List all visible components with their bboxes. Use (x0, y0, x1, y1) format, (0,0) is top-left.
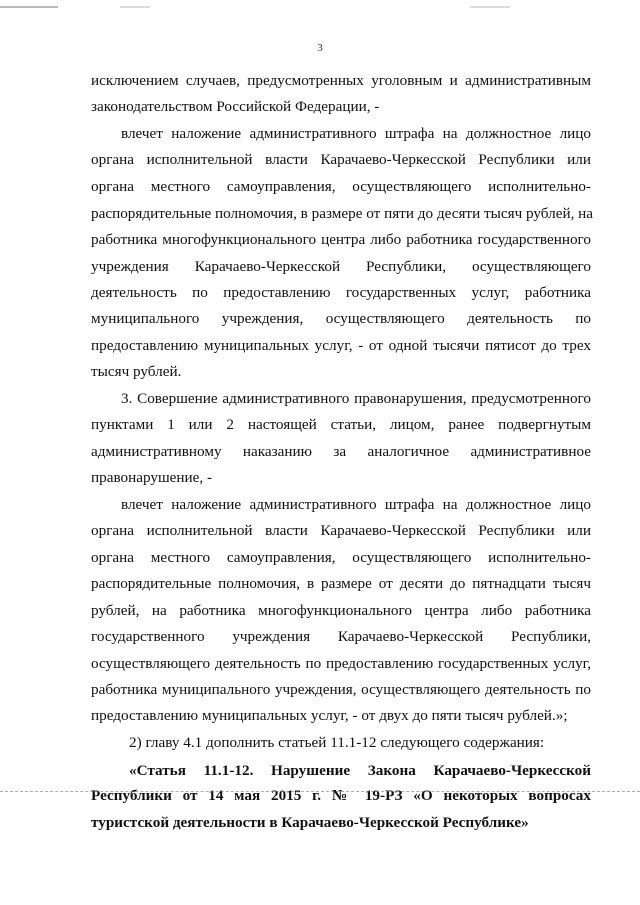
text-line: правонарушение, - (91, 469, 213, 486)
text-line: распорядительные полномочия, в размере от пяти до десяти тысяч рублей, на (91, 205, 594, 222)
article-title-line: «Статья 11.1-12. Нарушение Закона Карачаево-Черкесской (129, 762, 591, 779)
text-line: 2) главу 4.1 дополнить статьей 11.1-12 следующего содержания: (129, 734, 545, 751)
text-line: влечет наложение административного штрафа на должностное лицо (121, 496, 591, 513)
article-title-line: туристской деятельности в Карачаево-Черкесской Республике» (91, 814, 529, 831)
text-line: государственного учреждения Карачаево-Черкесской Республики, (91, 628, 591, 645)
scan-artifact-line (0, 791, 640, 792)
text-line: рублей, на работника многофункционального центра либо работника (91, 602, 591, 619)
text-line: учреждения Карачаево-Черкесской Республики, осуществляющего (91, 258, 591, 275)
text-line: законодательством Российской Федерации, - (91, 98, 380, 115)
text-line: осуществляющего деятельность по предоставлению государственных услуг, (91, 655, 591, 672)
text-line: предоставлению муниципальных услуг, - от одной тысячи пятисот до трех (91, 337, 591, 354)
text-line: органа исполнительной власти Карачаево-Черкесской Республики или (91, 151, 591, 168)
page-number: 3 (317, 42, 323, 54)
text-line: органа исполнительной власти Карачаево-Черкесской Республики или (91, 522, 591, 539)
article-title-line: Республики от 14 мая 2015 г. № 19-РЗ «О некоторых вопросах (91, 787, 591, 804)
text-line: административному наказанию за аналогичное административное (91, 443, 591, 460)
text-line: работника муниципального учреждения, осуществляющего деятельность по (91, 681, 591, 698)
scan-artifact (120, 6, 150, 8)
scan-artifact (0, 6, 58, 8)
text-line: предоставлению муниципальных услуг, - от двух до пяти тысяч рублей.»; (91, 707, 568, 724)
text-line: работника многофункционального центра либо работника государственного (91, 231, 591, 248)
text-line: пунктами 1 или 2 настоящей статьи, лицом, ранее подвергнутым (91, 416, 591, 433)
text-line: влечет наложение административного штрафа на должностное лицо (121, 125, 591, 142)
text-line: муниципального учреждения, осуществляющего деятельность по (91, 310, 591, 327)
text-line: органа местного самоуправления, осуществляющего исполнительно- (91, 549, 591, 566)
text-line: распорядительные полномочия, в размере от десяти до пятнадцати тысяч (91, 575, 591, 592)
text-line: исключением случаев, предусмотренных уголовным и административным (91, 72, 591, 89)
text-line: деятельность по предоставлению государственных услуг, работника (91, 284, 591, 301)
text-line: органа местного самоуправления, осуществляющего исполнительно- (91, 178, 591, 195)
text-line: 3. Совершение административного правонарушения, предусмотренного (121, 390, 591, 407)
scan-artifact (470, 6, 510, 8)
text-line: тысяч рублей. (91, 363, 182, 380)
